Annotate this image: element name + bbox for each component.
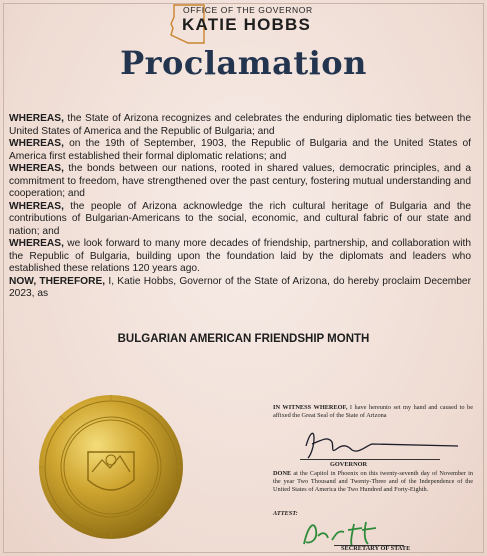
attest-label: ATTEST: xyxy=(273,510,298,517)
done-text: at the Capitol in Phoenix on this twenty-seventh day of November in the year Two Thousand and Twenty-Three and of the Independence of the United States of America the Two Hundred and Forty-Eighth. xyxy=(273,470,473,493)
paragraph-text: the State of Arizona recognizes and celebrates the enduring diplomatic ties between the United States of America and the Republic of Bulgaria; and xyxy=(9,113,471,137)
done-statement xyxy=(273,470,473,494)
paragraph-lead: WHEREAS, xyxy=(9,238,64,249)
great-seal-of-arizona-icon xyxy=(36,392,186,542)
witness-statement xyxy=(273,404,473,420)
secretary-of-state-label: SECRETARY OF STATE xyxy=(341,545,411,552)
done-lead: DONE xyxy=(273,470,292,477)
paragraph-text: on the 19th of September, 1903, the Republic of Bulgaria and the United States of America first established their formal diplomatic relations; and xyxy=(9,138,471,162)
paragraph-lead: WHEREAS, xyxy=(9,138,64,149)
paragraph-text: I, Katie Hobbs, Governor of the State of Arizona, do hereby proclaim December 2023, as xyxy=(9,275,471,299)
whereas-paragraph xyxy=(9,113,471,138)
whereas-paragraph xyxy=(9,238,471,276)
office-label: OFFICE OF THE GOVERNOR xyxy=(183,5,313,15)
governor-label: GOVERNOR xyxy=(330,461,368,468)
page-title: Proclamation xyxy=(120,44,367,82)
paragraph-lead: WHEREAS, xyxy=(9,163,64,174)
paragraph-lead: WHEREAS, xyxy=(9,113,64,124)
witness-text: I have hereunto set my hand and caused to be affixed the Great Seal of the State of Arizona xyxy=(273,404,474,419)
therefore-paragraph xyxy=(9,276,471,301)
paragraph-text: the people of Arizona acknowledge the rich cultural heritage of Bulgaria and the contributions of Bulgarian-Americans to the social, economic, and cultural fabric of our state and nation; and xyxy=(9,200,471,237)
proclamation-body xyxy=(9,113,471,301)
paragraph-lead: NOW, THEREFORE, xyxy=(9,275,106,287)
proclaimed-month-title: BULGARIAN AMERICAN FRIENDSHIP MONTH xyxy=(117,333,370,345)
governor-name: KATIE HOBBS xyxy=(182,15,312,34)
paragraph-lead: WHEREAS, xyxy=(9,200,64,212)
whereas-paragraph xyxy=(9,201,471,239)
paragraph-text: we look forward to many more decades of friendship, partnership, and collaboration with the Republic of Bulgaria, building upon the foundation laid by the diplomats and leaders who established these relations 120 years ago. xyxy=(9,238,471,274)
whereas-paragraph xyxy=(9,138,471,163)
whereas-paragraph xyxy=(9,163,471,201)
witness-lead: IN WITNESS WHEREOF, xyxy=(273,404,348,411)
paragraph-text: the bonds between our nations, rooted in shared values, democratic principles, and a commitment to freedom, have strengthened over the past century, fostering mutual understanding and cooperation; and xyxy=(9,163,471,199)
governor-signature-line xyxy=(300,459,440,460)
governor-signature xyxy=(288,424,463,462)
